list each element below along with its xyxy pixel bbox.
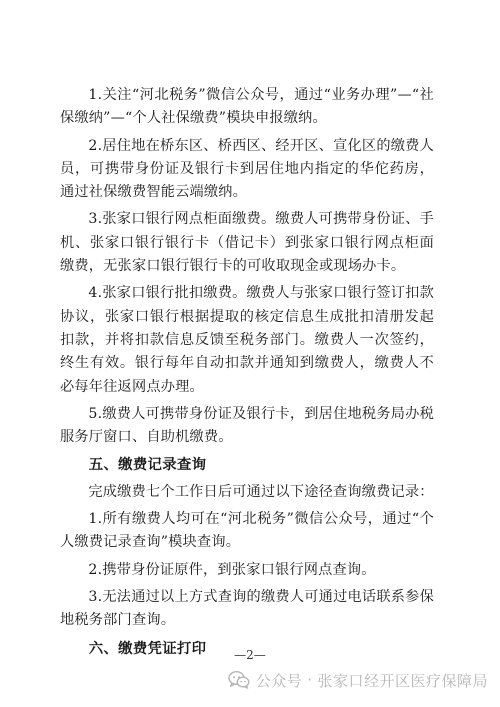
section-heading: 六、缴费凭证打印 (88, 639, 207, 657)
watermark-account-name: 张家口经开区医疗保障局 (317, 671, 488, 690)
watermark-prefix: 公众号 (255, 671, 303, 690)
body-paragraph: 4.张家口银行批扣缴费。缴费人与张家口银行签订扣款协议，张家口银行根据提取的核定信息生成批扣清册发起扣款，并将扣款信息反馈至税务部门。缴费人一次签约，终生有效。银行每年自动扣款并通知到缴费人，缴费人不必每年往返网点办理。 (60, 285, 434, 395)
body-paragraph: 完成缴费七个工作日后可通过以下途径查询缴费记录： (88, 483, 434, 500)
document-body (60, 84, 434, 664)
section-heading: 五、缴费记录查询 (88, 456, 207, 474)
body-paragraph: 5.缴费人可携带身份证及银行卡，到居住地税务局办税服务厅窗口、自助机缴费。 (60, 405, 434, 446)
wechat-watermark (0, 665, 500, 695)
body-paragraph: 2.居住地在桥东区、桥西区、经开区、宣化区的缴费人员，可携带身份证及银行卡到居住地内指定的华佗药房，通过社保缴费智能云端缴纳。 (60, 137, 434, 201)
wechat-icon (228, 670, 250, 690)
page-number: —2— (234, 648, 266, 662)
body-paragraph: 1.所有缴费人均可在“河北税务”微信公众号，通过“个人缴费记录查询”模块查询。 (60, 511, 434, 551)
body-paragraph: 2.携带身份证原件，到张家口银行网点查询。 (88, 561, 376, 578)
body-paragraph: 1.关注“河北税务”微信公众号，通过“业务办理”—“社保缴纳”—“个人社保缴费”模块申报缴纳。 (60, 87, 434, 127)
body-paragraph: 3.张家口银行网点柜面缴费。缴费人可携带身份证、手机、张家口银行银行卡（借记卡）到张家口银行网点柜面缴费，无张家口银行银行卡的可收取现金或现场办卡。 (60, 211, 434, 275)
watermark-separator: · (307, 671, 313, 689)
body-paragraph: 3.无法通过以上方式查询的缴费人可通过电话联系参保地税务部门查询。 (60, 588, 434, 629)
